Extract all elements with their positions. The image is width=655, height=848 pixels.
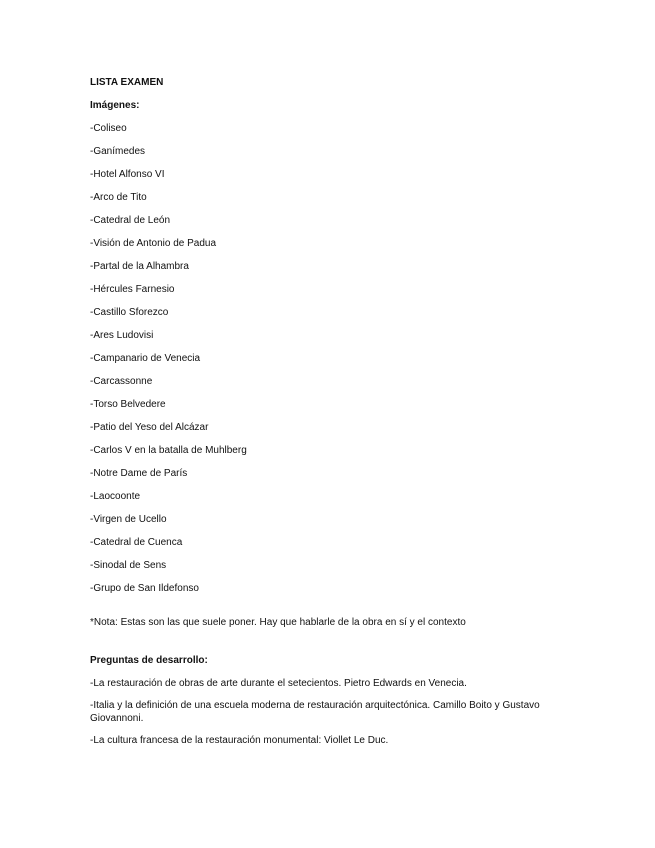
document-page bbox=[90, 76, 560, 756]
image-item: -Grupo de San Ildefonso bbox=[90, 583, 199, 594]
image-item: -Patio del Yeso del Alcázar bbox=[90, 422, 209, 433]
image-item: -Arco de Tito bbox=[90, 192, 147, 203]
document-title: LISTA EXAMEN bbox=[90, 77, 164, 88]
development-question: -La cultura francesa de la restauración monumental: Viollet Le Duc. bbox=[90, 735, 389, 746]
image-item: -Castillo Sforezco bbox=[90, 307, 169, 318]
development-heading: Preguntas de desarrollo: bbox=[90, 655, 208, 666]
image-item: -Catedral de León bbox=[90, 215, 171, 226]
note: *Nota: Estas son las que suele poner. Hay que hablarle de la obra en sí y el contexto bbox=[90, 617, 466, 628]
image-item: -Torso Belvedere bbox=[90, 399, 166, 410]
image-item: -Virgen de Ucello bbox=[90, 514, 167, 525]
image-item: -Notre Dame de París bbox=[90, 468, 188, 479]
image-item: -Laocoonte bbox=[90, 491, 141, 502]
image-item: -Hércules Farnesio bbox=[90, 284, 175, 295]
image-item: -Ares Ludovisi bbox=[90, 330, 154, 341]
image-item: -Campanario de Venecia bbox=[90, 353, 201, 364]
development-question: -La restauración de obras de arte durante el setecientos. Pietro Edwards en Venecia. bbox=[90, 678, 467, 689]
images-list bbox=[90, 122, 560, 605]
image-item: -Sinodal de Sens bbox=[90, 560, 167, 571]
image-item: -Visión de Antonio de Padua bbox=[90, 238, 217, 249]
image-item: -Hotel Alfonso VI bbox=[90, 169, 165, 180]
image-item: -Carlos V en la batalla de Muhlberg bbox=[90, 445, 247, 456]
image-item: -Catedral de Cuenca bbox=[90, 537, 183, 548]
development-question: -Italia y la definición de una escuela moderna de restauración arquitectónica. Camillo Boito y Gustavo Giovannoni. bbox=[90, 700, 540, 724]
image-item: -Carcassonne bbox=[90, 376, 153, 387]
image-item: -Coliseo bbox=[90, 123, 127, 134]
image-item: -Partal de la Alhambra bbox=[90, 261, 189, 272]
images-heading: Imágenes: bbox=[90, 100, 140, 111]
image-item: -Ganímedes bbox=[90, 146, 146, 157]
